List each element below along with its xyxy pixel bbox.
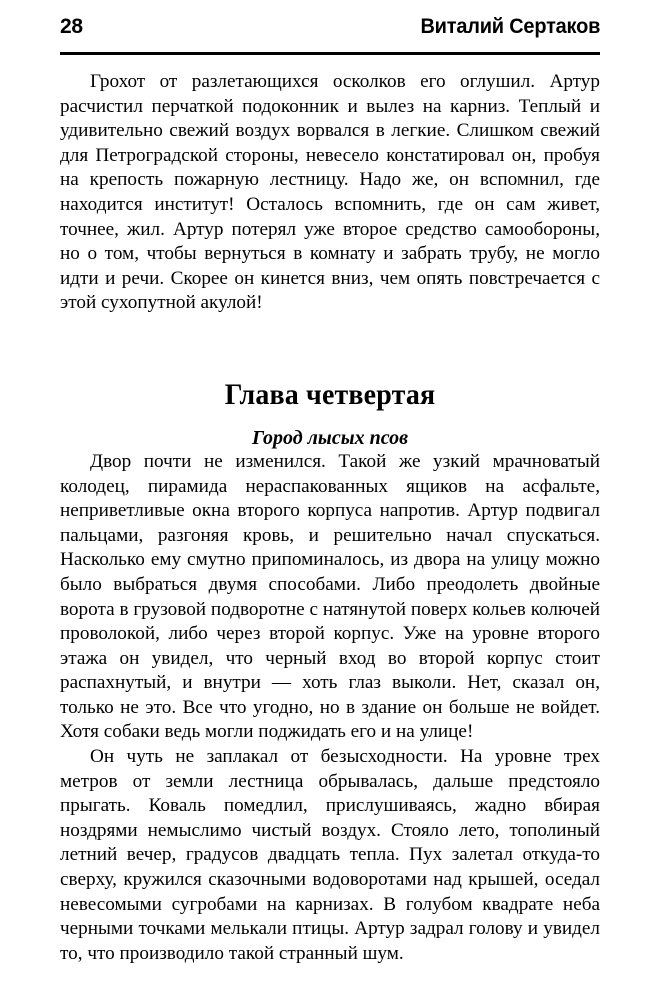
chapter-opening: [60, 378, 600, 450]
chapter-subtitle: Город лысых псов: [251, 426, 409, 449]
running-head-author: Виталий Сертаков: [420, 15, 600, 38]
text-block: [60, 70, 600, 966]
paragraph: Грохот от разлетающихся осколков его оглушил. Артур расчистил перчаткой подоконник и вылез на карниз. Теплый и удивительно свежий воздух ворвался в легкие. Слишком свежий для Петроградской стороны, невесело констатировал он, пробуя на крепость пожарную лестницу. Надо же, он вспомнил, где находится институт! Осталось вспомнить, где он сам живет, точнее, жил. Артур потерял уже второе средство самообороны, но о том, чтобы вернуться в комнату и забрать трубу, не могло идти и речи. Скорее он кинется вниз, чем опять повстречается с этой сухопутной акулой!: [60, 71, 600, 314]
paragraph: Двор почти не изменился. Такой же узкий мрачноватый колодец, пирамида нераспакованных ящиков на асфальте, неприветливые окна второго корпуса напротив. Артур подвигал пальцами, разгоняя кровь, и решительно начал спускаться. Насколько ему смутно припоминалось, из двора на улицу можно было выбраться двумя способами. Либо преодолеть двойные ворота в грузовой подворотне с натянутой поверх кольев колючей проволокой, либо через второй корпус. Уже на уровне второго этажа он увидел, что черный вход во второй корпус стоит распахнутый, и внутри — хоть глаз выколи. Нет, сказал он, только не это. Все что угодно, но в здание он больше не войдет. Хотя собаки ведь могли поджидать его и на улице!: [60, 450, 600, 743]
paragraph: Он чуть не заплакал от безысходности. На уровне трех метров от земли лестница обрывалась, дальше предстояло прыгать. Коваль помедлил, прислушиваясь, жадно вбирая ноздрями немыслимо чистый воздух. Стояло лето, тополиный летний вечер, градусов двадцать тепла. Пух залетал откуда-то сверху, кружился сказочными водоворотами над крышей, оседал невесомыми сугробами на карнизах. В голубом квадрате неба черными точками мелькали птицы. Артур задрал голову и увидел то, что производило такой странный шум.: [60, 746, 600, 964]
page-number: 28: [60, 15, 83, 38]
chapter-title: Глава четвертая: [224, 377, 436, 411]
header-divider-rule: [60, 52, 600, 55]
running-head: [60, 16, 600, 46]
